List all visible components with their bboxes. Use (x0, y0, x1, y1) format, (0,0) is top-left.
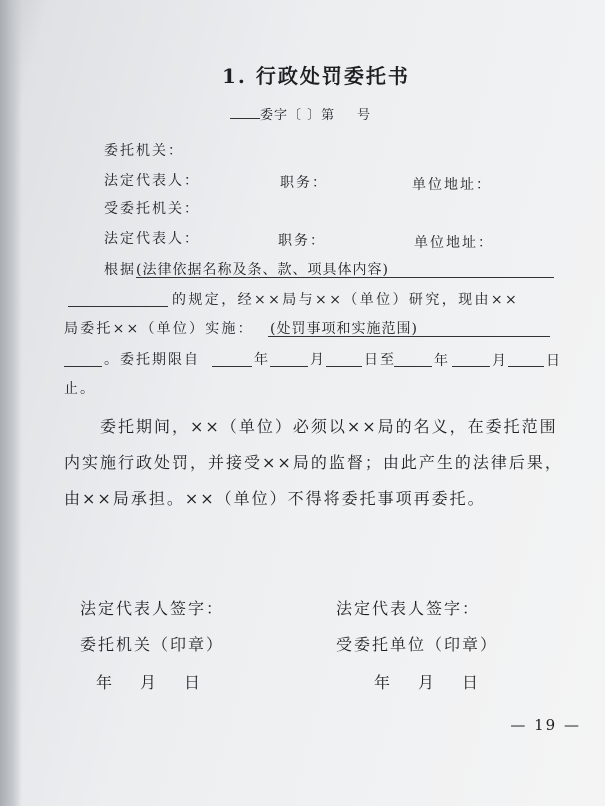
basis-underline (136, 277, 554, 278)
document-number-blank (230, 106, 260, 119)
basis-placeholder: (法律依据名称及条、款、项具体内容) (136, 262, 389, 278)
period-year-1: 年 (254, 352, 270, 368)
scope-placeholder: (处罚事项和实施范围) (270, 321, 418, 337)
period-blank-year-2 (394, 366, 432, 367)
period-blank-month-2 (452, 366, 490, 367)
left-seal-label: 委托机关（印章） (80, 635, 225, 654)
legal-rep-label-1: 法定代表人： (104, 173, 200, 189)
entrusted-org-label: 受委托机关： (104, 201, 200, 217)
address-label-1: 单位地址： (412, 177, 492, 193)
para2-line-3: 由××局承担。××（单位）不得将委托事项再委托。 (64, 489, 486, 508)
left-signature-label: 法定代表人签字： (80, 599, 225, 618)
duty-label-1: 职务： (280, 175, 328, 191)
period-blank-1 (64, 366, 102, 367)
period-text: 。委托期限自 (104, 352, 200, 368)
period-blank-day-2 (508, 366, 544, 367)
scope-underline (268, 336, 550, 337)
basis-label: 根据 (104, 262, 136, 278)
page-binding-edge (0, 0, 22, 806)
period-day-to: 日至 (364, 352, 396, 368)
page-number: — 19 — (510, 716, 581, 734)
body-line-3: 局委托××（单位）实施： (64, 321, 254, 337)
basis-blank-underline (68, 306, 168, 307)
legal-rep-label-2: 法定代表人： (104, 231, 200, 247)
period-year-2: 年 (434, 353, 450, 369)
period-day-2: 日 (546, 353, 562, 369)
period-month-1: 月 (310, 352, 326, 368)
document-number-right: 号 (357, 108, 372, 123)
document-number-left: 委字〔 〕第 (260, 108, 336, 123)
right-signature-label: 法定代表人签字： (336, 599, 481, 618)
period-blank-day-1 (326, 366, 362, 367)
address-label-2: 单位地址： (414, 235, 494, 251)
duty-label-2: 职务： (278, 233, 326, 249)
para2-line-2: 内实施行政处罚，并接受××局的监督；由此产生的法律后果， (64, 453, 563, 472)
body-line-2: 的规定，经××局与××（单位）研究，现由×× (172, 292, 520, 308)
period-month-2: 月 (492, 353, 508, 369)
period-blank-year-1 (212, 366, 252, 367)
para2-line-1: 委托期间，××（单位）必须以××局的名义，在委托范围 (100, 417, 558, 436)
period-blank-month-1 (270, 366, 308, 367)
right-date-label: 年 月 日 (374, 673, 485, 692)
left-date-label: 年 月 日 (96, 673, 207, 692)
document-number-line (230, 104, 371, 123)
period-end: 止。 (64, 381, 96, 397)
document-title: 1. 行政处罚委托书 (222, 64, 410, 88)
entrusting-org-label: 委托机关： (104, 143, 184, 159)
right-seal-label: 受委托单位（印章） (336, 635, 499, 654)
